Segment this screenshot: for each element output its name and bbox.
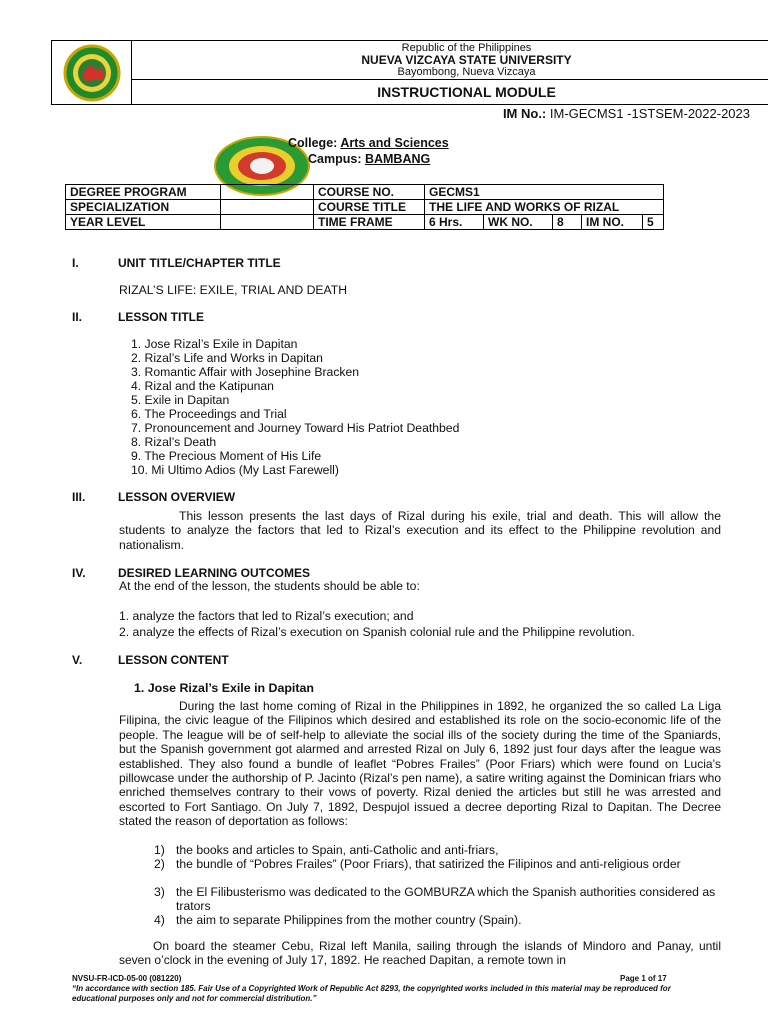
section-heading: IV. DESIRED LEARNING OUTCOMES bbox=[72, 566, 311, 580]
campus-name: BAMBANG bbox=[364, 152, 431, 166]
module-title: INSTRUCTIONAL MODULE bbox=[132, 80, 768, 105]
list-item: 7. Pronouncement and Journey Toward His Patriot Deathbed bbox=[131, 421, 460, 435]
outcomes-intro: At the end of the lesson, the students should be able to: bbox=[119, 579, 420, 593]
list-item: 2. Rizal’s Life and Works in Dapitan bbox=[131, 351, 323, 365]
outcome-item: 1. analyze the factors that led to Rizal’s execution; and bbox=[119, 609, 414, 623]
header-logo-cell bbox=[51, 40, 132, 105]
lesson-list bbox=[131, 337, 459, 477]
table-row: SPECIALIZATION COURSE TITLE THE LIFE AND WORKS OF RIZAL bbox=[66, 200, 664, 215]
list-item: 1) the books and articles to Spain, anti-Catholic and anti-friars, bbox=[154, 843, 499, 857]
list-item: 6. The Proceedings and Trial bbox=[131, 407, 287, 421]
steamer-paragraph: On board the steamer Cebu, Rizal left Manila, sailing through the islands of Mindoro and Panay, until seven o’clock in the evening of July 17, 1892. He reached Dapitan, a remote town in bbox=[119, 939, 721, 968]
list-item: 8. Rizal’s Death bbox=[131, 435, 217, 449]
section-heading: III. LESSON OVERVIEW bbox=[72, 490, 236, 504]
section-heading: V. LESSON CONTENT bbox=[72, 653, 229, 667]
republic-line: Republic of the Philippines bbox=[401, 42, 532, 54]
lesson-overview-text: This lesson presents the last days of Rizal during his exile, trial and death. This will allow the students to analyze the factors that led to Rizal’s execution and its effect to the Philippine revolution and nationalism. bbox=[119, 509, 721, 552]
list-item: 4) the aim to separate Philippines from the mother country (Spain). bbox=[154, 913, 522, 927]
exile-paragraph: During the last home coming of Rizal in the Philippines in 1892, he organized the so called La Liga Filipina, the civic league of the Filipinos which desired and established its role on the socio-economic life of the people. The league will be of self-help to alleviate the social ills of the society during the time of the Spaniards, but the Spanish government got alarmed and arrested Rizal on July 6, 1892 just four days after the league was established. They also found a bundle of leaflet “Pobres Frailes” (Poor Friars) which were found on Lucia’s pillowcase under the authorship of P. Jacinto (Rizal’s pen name), a satire writing against the Dominican friars who enriched themselves contrary to their vows of poverty. Rizal denied the articles but still he was arrested and escorted to Fort Santiago. On July 7, 1892, Despujol issued a decree deporting Rizal to Dapitan. The Decree stated the reason of deportation as follows: bbox=[119, 699, 721, 829]
footer-code: NVSU-FR-ICD-05-00 (081220) bbox=[72, 974, 182, 983]
section-heading: I. UNIT TITLE/CHAPTER TITLE bbox=[72, 256, 281, 270]
copyright-notice: “In accordance with section 185. Fair Use of a Copyrighted Work of Republic Act 8293, the copyrighted works included in this material may be reproduced for educational purposes only and not for commercial distribution.” bbox=[72, 984, 671, 1003]
college-line: College: Arts and Sciences bbox=[288, 136, 449, 150]
list-item: 3. Romantic Affair with Josephine Bracken bbox=[131, 365, 360, 379]
list-item: 9. The Precious Moment of His Life bbox=[131, 449, 322, 463]
outcome-item: 2. analyze the effects of Rizal’s execution on Spanish colonial rule and the Philippine revolution. bbox=[119, 625, 635, 639]
list-item: 4. Rizal and the Katipunan bbox=[131, 379, 274, 393]
unit-title-text: RIZAL’S LIFE: EXILE, TRIAL AND DEATH bbox=[119, 283, 348, 297]
campus-line: Campus: BAMBANG bbox=[308, 152, 431, 166]
subsection-title: 1. Jose Rizal’s Exile in Dapitan bbox=[134, 681, 314, 695]
list-item: 5. Exile in Dapitan bbox=[131, 393, 230, 407]
university-address: Bayombong, Nueva Vizcaya bbox=[397, 66, 536, 78]
page-number: Page 1 of 17 bbox=[620, 974, 667, 983]
college-campus-block bbox=[288, 135, 449, 167]
list-item: 1. Jose Rizal’s Exile in Dapitan bbox=[131, 337, 298, 351]
im-number: IM No.: IM-GECMS1 -1STSEM-2022-2023 bbox=[502, 106, 750, 121]
list-item: 10. Mi Ultimo Adios (My Last Farewell) bbox=[131, 463, 339, 477]
list-item: 3) the El Filibusterismo was dedicated to the GOMBURZA which the Spanish authorities considered as trators bbox=[154, 885, 716, 913]
section-heading: II. LESSON TITLE bbox=[72, 310, 205, 324]
course-info-table bbox=[65, 184, 664, 230]
university-name: NUEVA VIZCAYA STATE UNIVERSITY bbox=[361, 53, 572, 67]
table-row: YEAR LEVEL TIME FRAME 6 Hrs. WK NO. 8 IM NO. 5 bbox=[66, 215, 664, 230]
header-info-cell bbox=[132, 40, 768, 80]
table-row: DEGREE PROGRAM COURSE NO. GECMS1 bbox=[66, 185, 664, 200]
list-item: 2) the bundle of “Pobres Frailes” (Poor Friars), that satirized the Filipinos and anti-religious order bbox=[154, 857, 681, 871]
college-name: Arts and Sciences bbox=[340, 136, 449, 150]
university-seal-icon bbox=[52, 41, 131, 104]
